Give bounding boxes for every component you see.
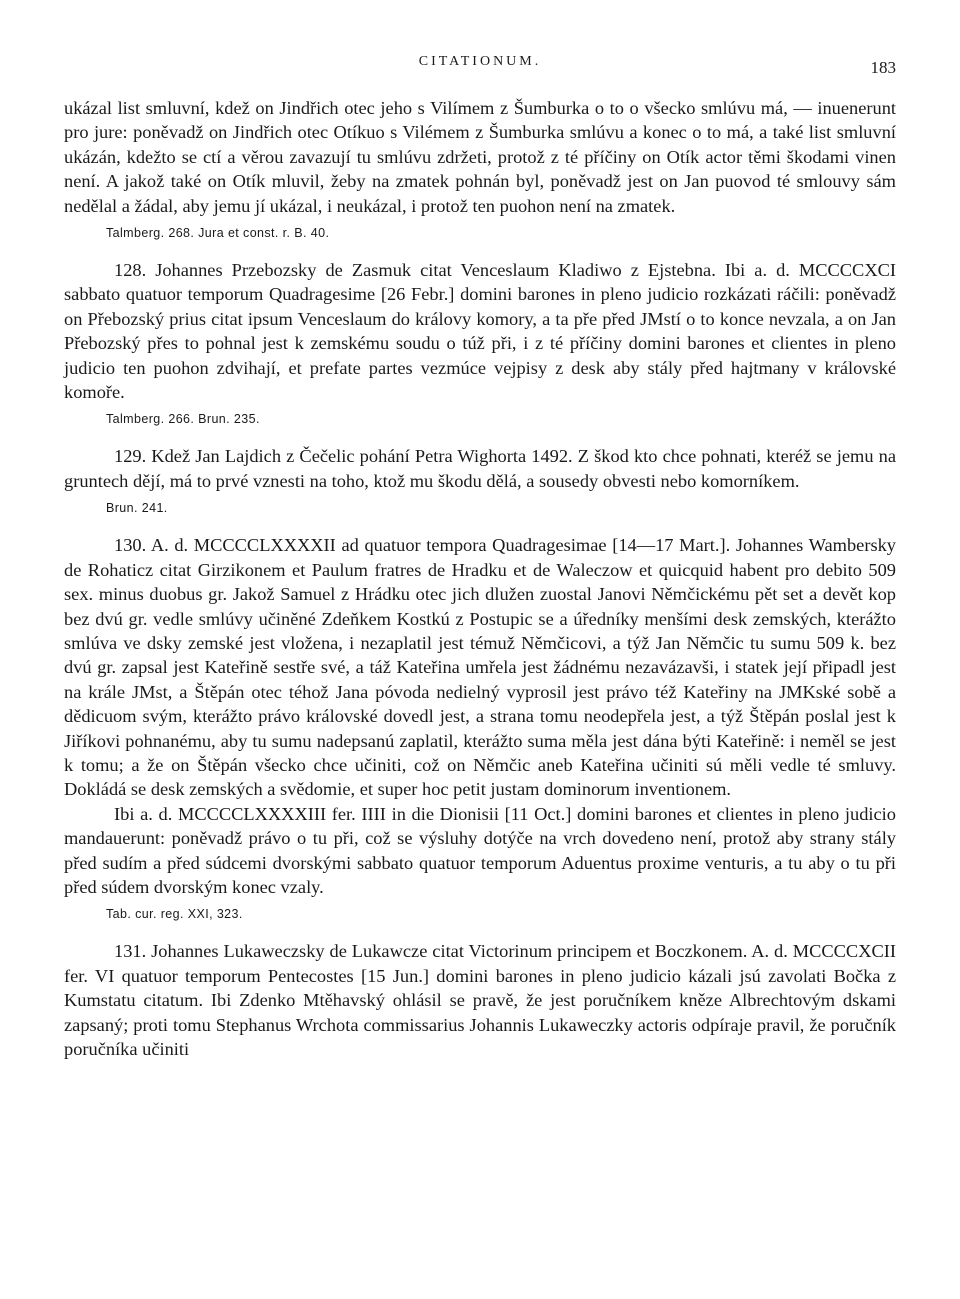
source-reference: Tab. cur. reg. XXI, 323. <box>106 907 243 922</box>
entry-paragraph: Ibi a. d. MCCCCLXXXXIII fer. IIII in die Dionisii [11 Oct.] domini barones et clientes in pleno judicio mandauerunt: poněvadž právo o tu při, což se výsluhy dotýče na vrch dovedeno není, protož aby strany stály před sudím a před súdcemi dvorskými sabbato quatuor temporum Aduentus proxime venturis, a tu aby o tu při před súdem dvorským konec vzaly. <box>64 803 896 897</box>
entry-paragraph: 131. Johannes Lukaweczsky de Lukawcze citat Victorinum principem et Boczkonem. A. d. MCCCCXCII fer. VI quatuor temporum Pentecostes [15 Jun.] domini barones in pleno judicio kázali jsú zavolati Bočka z Kumstatu citatum. Ibi Zdenko Mtěhavský ohlásil se pravě, že jest poručníkem kněze Albrechtovým dskami zapsaný; proti tomu Stephanus Wrchota commissarius Johannis Lukaweczky actoris odpíraje pravil, že poručník poručníka učiniti <box>64 941 896 1059</box>
running-title: CITATIONUM. <box>418 54 542 69</box>
entry-paragraph: 130. A. d. MCCCCLXXXXII ad quatuor tempora Quadragesimae [14—17 Mart.]. Johannes Wambersky de Rohaticz citat Girzikonem et Paulum fratres de Hradku et de Waleczow et quicquid habent pro debito 509 sex. minus duobus gr. Jakož Samuel z Hrádku otec jich dlužen zuostal Janovi Němčickému pět set a devět kop bez dvú gr. vedle smlúvy učiněné Zdeňkem Kostkú z Postupic se a úředníky menšími desk zemských, kterážto smlúva ve dsky zemské jest vložena, i nezaplatil jest témuž Němčicovi, a týž Jan Němčic tu sumu 509 k. bez dvú gr. zapsal jest Kateřině sestře své, a táž Kateřina umřela jest žádnému nezavázavši, i statek její připadl jest na krále JMst, a Štěpán otec téhož Jana póvoda nedielný vyprosil jest právo též Kateřiny na JMKské sobě a dědicuom svým, kterážto právo královské dovedl jest, a strana tomu neodepřela jest, a týž Štěpán poslal jest k Jiříkovi pohnanému, aby tu sumu nadepsanú zaplatil, kterážto suma měla jest dána býti Kateřině: i neměl se jest k tomu; a že on Štěpán všecko chce učiniti, což on Němčic aneb Kateřina učiniti sú měli vedle té smluvy. Dokládá se desk zemských a svědomie, et super hoc petit justam dominorum inventionem. <box>64 535 896 800</box>
entry-paragraph: 129. Kdež Jan Lajdich z Čečelic pohání Petra Wighorta 1492. Z škod kto chce pohnati, kteréž se jemu na gruntech dějí, má to prvé vznesti na toho, ktož mu škodu dělá, a sousedy obvesti nebo komorníkem. <box>64 446 896 491</box>
page-content <box>64 96 896 1061</box>
source-reference: Talmberg. 266. Brun. 235. <box>106 412 260 427</box>
entry-paragraph: 128. Johannes Przebozsky de Zasmuk citat Venceslaum Kladiwo z Ejstebna. Ibi a. d. MCCCCXCI sabbato quatuor temporum Quadragesime [26 Febr.] domini barones in pleno judicio rozkázati ráčili: poněvadž on Přebozský prius citat ipsum Venceslaum do královy komory, a ta pře před JMstí o to konce nevzala, a on Jan Přebozský přes to pohnal jest k zemskému soudu o túž při, i z té příčiny domini barones et clientes in pleno judicio ten puohon zdvihají, et prefate partes vezmúce vejpisy z desk aby stály před hajtmany v královské komoře. <box>64 260 896 403</box>
entry-paragraph: ukázal list smluvní, kdež on Jindřich otec jeho s Vilímem z Šumburka o to o všecko smlúvu má, — inuenerunt pro jure: poněvadž on Jindřich otec Otíkuo s Vilémem z Šumburka smlúvu a konec o to má, a také list smluvní ukázán, kdežto se ctí a věrou zavazují tu smlúvu zdržeti, protož z té příčiny on Otík actor těmi škodami vinen není. A jakož také on Otík mluvil, žeby na zmatek pohnán byl, poněvadž jest on Jan puovod té smlouvy sám nedělal a žádal, aby jemu jí ukázal, i neukázal, i protož ten puohon není na zmatek. <box>64 98 896 216</box>
source-reference: Talmberg. 268. Jura et const. r. B. 40. <box>106 226 330 241</box>
running-head <box>64 52 896 82</box>
page-number: 183 <box>870 58 896 77</box>
source-reference: Brun. 241. <box>106 501 168 516</box>
book-page <box>64 0 896 1299</box>
